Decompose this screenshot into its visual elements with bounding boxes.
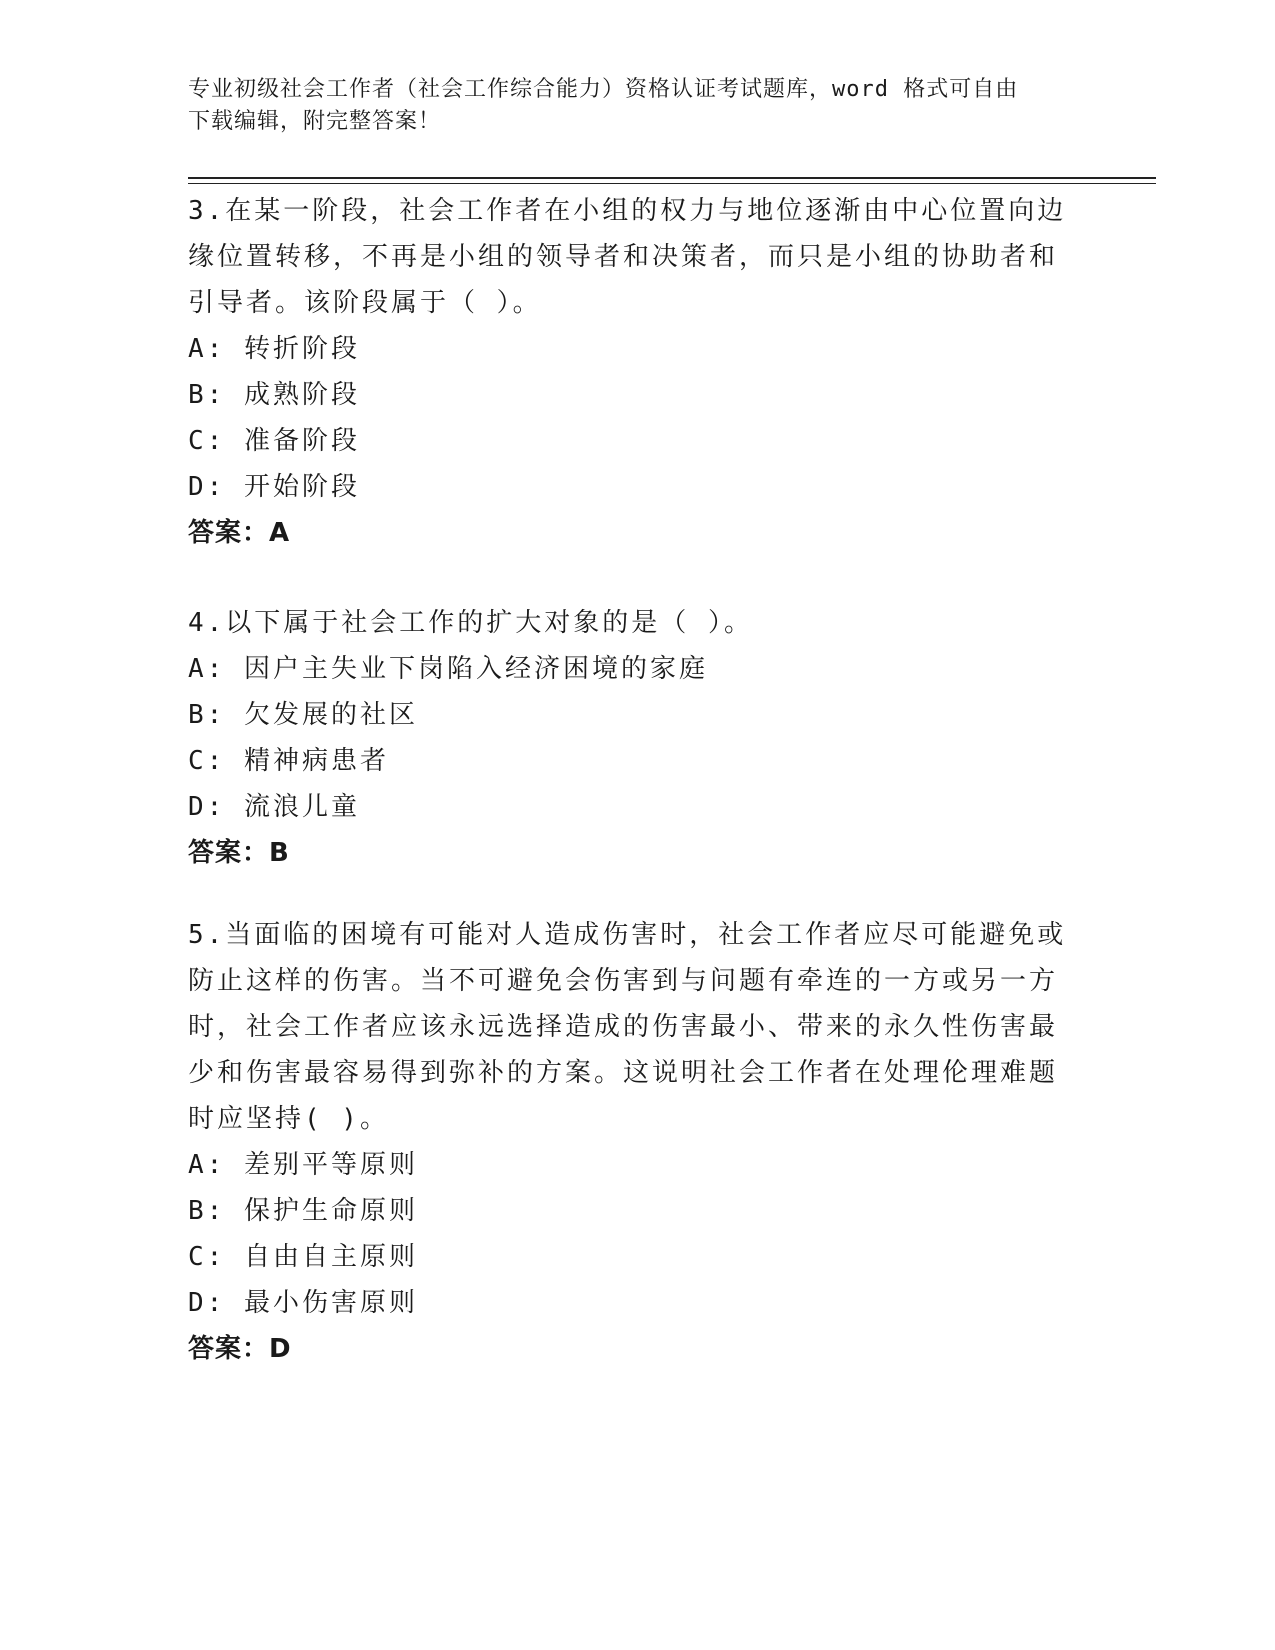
- header-line-1: 专业初级社会工作者（社会工作综合能力）资格认证考试题库，word 格式可自由: [188, 77, 1019, 102]
- answer: 答案：B: [188, 838, 290, 868]
- option-c: C: 精神病患者: [188, 746, 389, 776]
- question-3: [188, 188, 1068, 556]
- option-a: A: 差别平等原则: [188, 1150, 418, 1180]
- question-stem-line: 引导者。该阶段属于（ ）。: [188, 288, 542, 318]
- question-stem-line: 4.以下属于社会工作的扩大对象的是（ ）。: [188, 608, 753, 638]
- question-stem-line: 防止这样的伤害。当不可避免会伤害到与问题有牵连的一方或另一方: [188, 966, 1059, 996]
- header-line-2: 下载编辑，附完整答案！: [188, 109, 442, 134]
- question-4: [188, 600, 1068, 876]
- option-d: D: 开始阶段: [188, 472, 360, 502]
- option-c: C: 自由自主原则: [188, 1242, 418, 1272]
- option-d: D: 最小伤害原则: [188, 1288, 418, 1318]
- header-divider-thin: [188, 183, 1156, 184]
- option-d: D: 流浪儿童: [188, 792, 360, 822]
- option-a: A: 因户主失业下岗陷入经济困境的家庭: [188, 654, 708, 684]
- answer: 答案：A: [188, 518, 291, 548]
- question-stem-line: 5.当面临的困境有可能对人造成伤害时，社会工作者应尽可能避免或: [188, 920, 1067, 950]
- option-b: B: 保护生命原则: [188, 1196, 418, 1226]
- option-b: B: 成熟阶段: [188, 380, 360, 410]
- document-header: [188, 74, 1068, 138]
- option-a: A: 转折阶段: [188, 334, 360, 364]
- answer: 答案：D: [188, 1334, 292, 1364]
- option-c: C: 准备阶段: [188, 426, 360, 456]
- question-stem-line: 时，社会工作者应该永远选择造成的伤害最小、带来的永久性伤害最: [188, 1012, 1059, 1042]
- question-stem-line: 缘位置转移，不再是小组的领导者和决策者，而只是小组的协助者和: [188, 242, 1059, 272]
- question-stem-line: 少和伤害最容易得到弥补的方案。这说明社会工作者在处理伦理难题: [188, 1058, 1059, 1088]
- question-stem-line: 时应坚持( )。: [188, 1104, 389, 1134]
- option-b: B: 欠发展的社区: [188, 700, 418, 730]
- header-divider-thick: [188, 177, 1156, 179]
- question-5: [188, 912, 1068, 1372]
- question-stem-line: 3.在某一阶段，社会工作者在小组的权力与地位逐渐由中心位置向边: [188, 196, 1067, 226]
